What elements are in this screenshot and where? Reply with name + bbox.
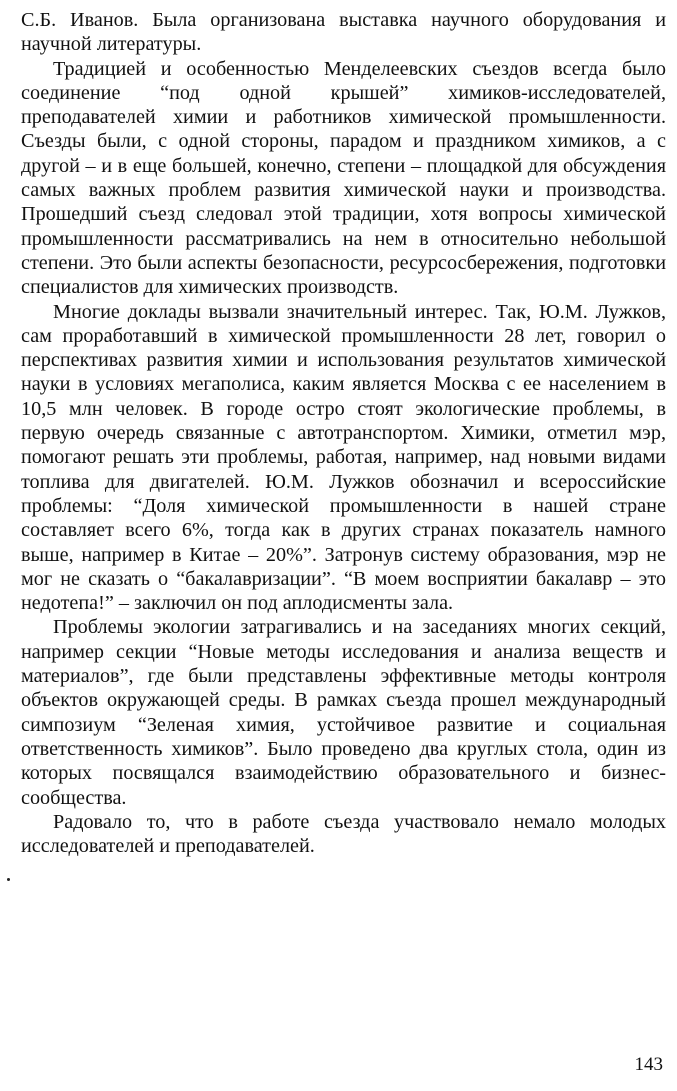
paragraph-3: Многие доклады вызвали значительный интерес. Так, Ю.М. Лужков, сам проработавший в химической промышленности 28 лет, говорил о перспективах развития химии и использования результатов химической науки в условиях мегаполиса, каким является Москва с ее населением в 10,5 млн человек. В городе остро стоят экологические проблемы, в первую очередь связанные с автотранспортом. Химики, отметил мэр, помогают решать эти проблемы, работая, например, над новыми видами топлива для двигателей. Ю.М. Лужков обозначил и всероссийские проблемы: “Доля химической промышленности в нашей стране составляет всего 6%, тогда как в других странах показатель намного выше, например в Китае – 20%”. Затронув систему образования, мэр не мог не сказать о “бакалавризации”. “В моем восприятии бакалавр – это недотепа!” – заключил он под аплодисменты зала. [21,300,666,615]
paragraph-1: С.Б. Иванов. Была организована выставка научного оборудования и научной литературы. [21,9,666,56]
page-number: 143 [634,1054,663,1075]
paragraph-5: Радовало то, что в работе съезда участвовало немало молодых исследователей и преподавателей. [21,810,666,858]
scan-speck [7,878,10,881]
paragraph-2: Традицией и особенностью Менделеевских съездов всегда было соединение “под одной крышей” химиков-исследователей, преподавателей химии и работников химической промышленности. Съезды были, с одной стороны, парадом и праздником химиков, а с другой – и в еще большей, конечно, степени – площадкой для обсуждения самых важных проблем развития химической науки и производства. Прошедший съезд следовал этой традиции, хотя вопросы химической промышленности рассматривались на нем в относительно небольшой степени. Это были аспекты безопасности, ресурсосбережения, подготовки специалистов для химических производств. [21,57,666,299]
paragraph-4: Проблемы экологии затрагивались и на заседаниях многих секций, например секции “Новые методы исследования и анализа веществ и материалов”, где были представлены эффективные методы контроля объектов окружающей среды. В рамках съезда прошел международный симпозиум “Зеленая химия, устойчивое развитие и социальная ответственность химиков”. Было проведено два круглых стола, один из которых посвящался взаимодействию образовательного и бизнес-сообщества. [21,616,666,809]
page-body [21,8,666,858]
